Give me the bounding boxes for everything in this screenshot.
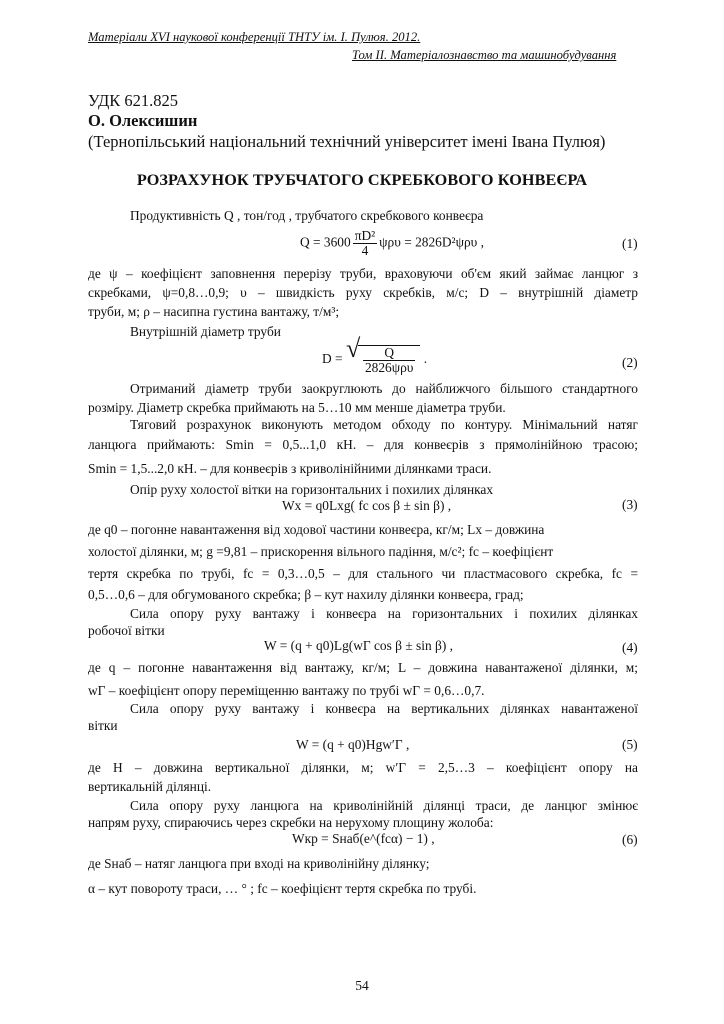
running-header-line1: Матеріали XVI наукової конференції ТНТУ ім. І. Пулюя. 2012. <box>88 30 421 44</box>
eq2-lhs: D = <box>322 351 343 367</box>
paragraph-definitions-4-line2: wΓ – коефіцієнт опору переміщенню вантажу по трубі wΓ = 0,6…0,7. <box>88 683 485 698</box>
eq1-fraction <box>353 229 377 258</box>
paragraph-traction-line1: Тяговий розрахунок виконують методом обходу по контуру. Мінімальний натяг <box>130 417 638 432</box>
equation-4: W = (q + q0)Lg(wΓ cos β ± sin β) , <box>264 638 453 653</box>
paragraph-vertical-sections-line1: Сила опору руху вантажу і конвеєра на вертикальних ділянках навантаженої <box>130 701 638 716</box>
eq1-numerator: πD² <box>354 228 376 243</box>
paragraph-definitions-3-line3: тертя скребка по трубі, fc = 0,3…0,5 – для стального чи пластмасового скребка, fc = <box>88 566 638 581</box>
author-name: О. Олексишин <box>88 111 198 130</box>
paragraph-definitions-6-line1: де Sнаб – натяг ланцюга при вході на криволінійну ділянку; <box>88 856 430 871</box>
eq1-rhs: ψρυ = 2826D²ψρυ , <box>379 234 484 250</box>
paragraph-curved-section-line2: напрям руху, спираючись через скребки на нерухому площину жолоба: <box>88 815 494 830</box>
affiliation: (Тернопільський національний технічний університет імені Івана Пулюя) <box>88 132 606 151</box>
paragraph-vertical-sections-line2: вітки <box>88 718 118 733</box>
udc-code: УДК 621.825 <box>88 91 179 110</box>
paragraph-working-branch-line2: робочої вітки <box>88 623 165 638</box>
eq1-lhs: Q = 3600 <box>300 234 351 250</box>
eq2-numerator: Q <box>363 346 415 361</box>
eq1-denominator: 4 <box>361 243 369 258</box>
paragraph-rounding-line2: розміру. Діаметр скребка приймають на 5…10 мм менше діаметра труби. <box>88 400 506 415</box>
page-number: 54 <box>355 978 369 993</box>
paragraph-traction-line3: Smin = 1,5...2,0 кН. – для конвеєрів з криволінійними ділянками траси. <box>88 461 492 476</box>
eq5-number: (5) <box>622 737 638 752</box>
paragraph-definitions-1-line3: труби, м; ρ – насипна густина вантажу, т/м³; <box>88 304 340 319</box>
paragraph-definitions-1-line2: скребками, ψ=0,8…0,9; υ – швидкість руху скребків, м/с; D – внутрішній діаметр <box>88 285 638 300</box>
eq2-fraction <box>363 346 415 375</box>
eq2-radical-sign: √ <box>345 334 361 363</box>
eq4-number: (4) <box>622 640 638 655</box>
running-header-line2: Том ІІ. Матеріалознавство та машинобудування <box>352 48 617 62</box>
eq2-tail: . <box>423 351 428 367</box>
paragraph-definitions-5-line1: де H – довжина вертикальної ділянки, м; w′Γ = 2,5…3 – коефіцієнт опору на <box>88 760 638 775</box>
paragraph-definitions-6-line2: α – кут повороту траси, … ° ; fc – коефіцієнт тертя скребка по трубі. <box>88 881 477 896</box>
eq3-number: (3) <box>622 497 638 512</box>
paragraph-definitions-4-line1: де q – погонне навантаження від вантажу, кг/м; L – довжина навантаженої ділянки, м; <box>88 660 638 675</box>
equation-1 <box>300 229 484 258</box>
paragraph-definitions-1-line1: де ψ – коефіцієнт заповнення перерізу труби, враховуючи об'єм який займає ланцюг з <box>88 266 638 281</box>
eq2-number: (2) <box>622 355 638 370</box>
paragraph-productivity: Продуктивність Q , тон/год , трубчатого скребкового конвеєра <box>130 208 484 223</box>
paragraph-definitions-3-line1: де q0 – погонне навантаження від ходової частини конвеєра, кг/м; Lx – довжина <box>88 522 545 537</box>
equation-2 <box>322 334 428 375</box>
eq6-number: (6) <box>622 832 638 847</box>
paragraph-curved-section-line1: Сила опору руху ланцюга на криволінійній ділянці траси, де ланцюг змінює <box>130 798 638 813</box>
equation-3: Wx = q0Lxg( fc cos β ± sin β) , <box>282 498 452 513</box>
paragraph-idle-branch: Опір руху холостої вітки на горизонтальних і похилих ділянках <box>130 482 494 497</box>
paragraph-traction-line2: ланцюга приймають: Smin = 0,5...1,0 кН. – для конвеєрів з прямолінійною трасою; <box>88 437 638 452</box>
paragraph-working-branch-line1: Сила опору руху вантажу і конвеєра на горизонтальних і похилих ділянках <box>130 606 638 621</box>
paragraph-definitions-5-line2: вертикальній ділянці. <box>88 779 212 794</box>
paragraph-definitions-3-line2: холостої ділянки, м; g =9,81 – прискорення вільного падіння, м/с²; fc – коефіцієнт <box>88 544 554 559</box>
eq1-number: (1) <box>622 236 638 251</box>
eq2-denominator: 2826ψρυ <box>364 360 414 375</box>
paragraph-inner-diameter: Внутрішній діаметр труби <box>130 324 281 339</box>
equation-6: Wкр = Sнаб(e^(fcα) − 1) , <box>292 831 435 846</box>
equation-5: W = (q + q0)Hgw′Γ , <box>296 737 410 752</box>
eq2-sqrt <box>345 334 420 375</box>
paragraph-rounding-line1: Отриманий діаметр труби заокруглюють до найближчого більшого стандартного <box>130 381 638 396</box>
paper-title: РОЗРАХУНОК ТРУБЧАТОГО СКРЕБКОВОГО КОНВЕЄРА <box>136 171 588 189</box>
paragraph-definitions-3-line4: 0,5…0,6 – для обгумованого скребка; β – кут нахилу ділянки конвеєра, град; <box>88 587 524 602</box>
